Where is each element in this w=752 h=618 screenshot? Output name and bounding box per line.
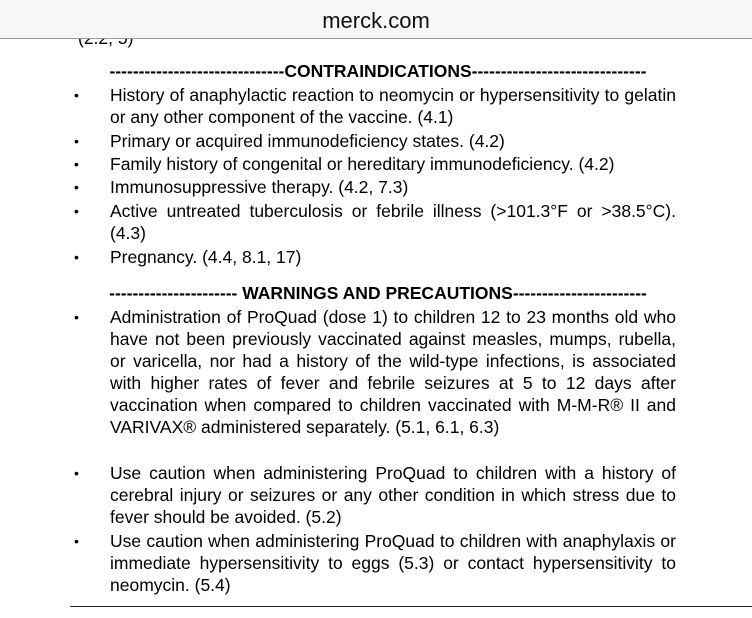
contraindication-item: Family history of congenital or hereditary immunodeficiency. (4.2) xyxy=(110,154,615,174)
browser-address-bar[interactable] xyxy=(0,0,752,39)
bullet-icon: • xyxy=(74,156,79,172)
contraindications-header: ------------------------------CONTRAINDICATIONS------------------------------ xyxy=(109,61,647,81)
contraindication-item: History of anaphylactic reaction to neomycin or hypersensitivity to gelatin or any other component of the vaccine. (4.1) xyxy=(110,85,676,127)
bullet-icon: • xyxy=(74,533,79,549)
bullet-icon: • xyxy=(74,179,79,195)
contraindication-item: Primary or acquired immunodeficiency states. (4.2) xyxy=(110,131,505,151)
contraindication-item: Pregnancy. (4.4, 8.1, 17) xyxy=(110,247,302,267)
bullet-icon: • xyxy=(74,465,79,481)
contraindication-item: Active untreated tuberculosis or febrile illness (>101.3°F or >38.5°C). (4.3) xyxy=(110,201,676,243)
warning-item: Use caution when administering ProQuad to children with a history of cerebral injury or seizures or any other condition in which stress due to fever should be avoided. (5.2) xyxy=(110,463,676,527)
bullet-icon: • xyxy=(74,249,79,265)
warning-item: Administration of ProQuad (dose 1) to children 12 to 23 months old who have not been previously vaccinated against measles, mumps, rubella, or varicella, nor had a history of the wild-type infections, is associated with higher rates of fever and febrile seizures at 5 to 12 days after vaccination when compared to children vaccinated with M-M-R® II and VARIVAX® administered separately. (5.1, 6.1, 6.3) xyxy=(110,307,676,437)
bullet-icon: • xyxy=(74,87,79,103)
bullet-icon: • xyxy=(74,203,79,219)
page-bottom-divider xyxy=(70,606,752,607)
warning-item: Use caution when administering ProQuad to children with anaphylaxis or immediate hypersensitivity to eggs (5.3) or contact hypersensitivity to neomycin. (5.4) xyxy=(110,531,676,595)
address-bar-url[interactable]: merck.com xyxy=(322,8,430,33)
bullet-icon: • xyxy=(74,133,79,149)
contraindication-item: Immunosuppressive therapy. (4.2, 7.3) xyxy=(110,177,409,197)
bullet-icon: • xyxy=(74,309,79,325)
warnings-precautions-header: ---------------------- WARNINGS AND PRECAUTIONS----------------------- xyxy=(109,283,647,303)
